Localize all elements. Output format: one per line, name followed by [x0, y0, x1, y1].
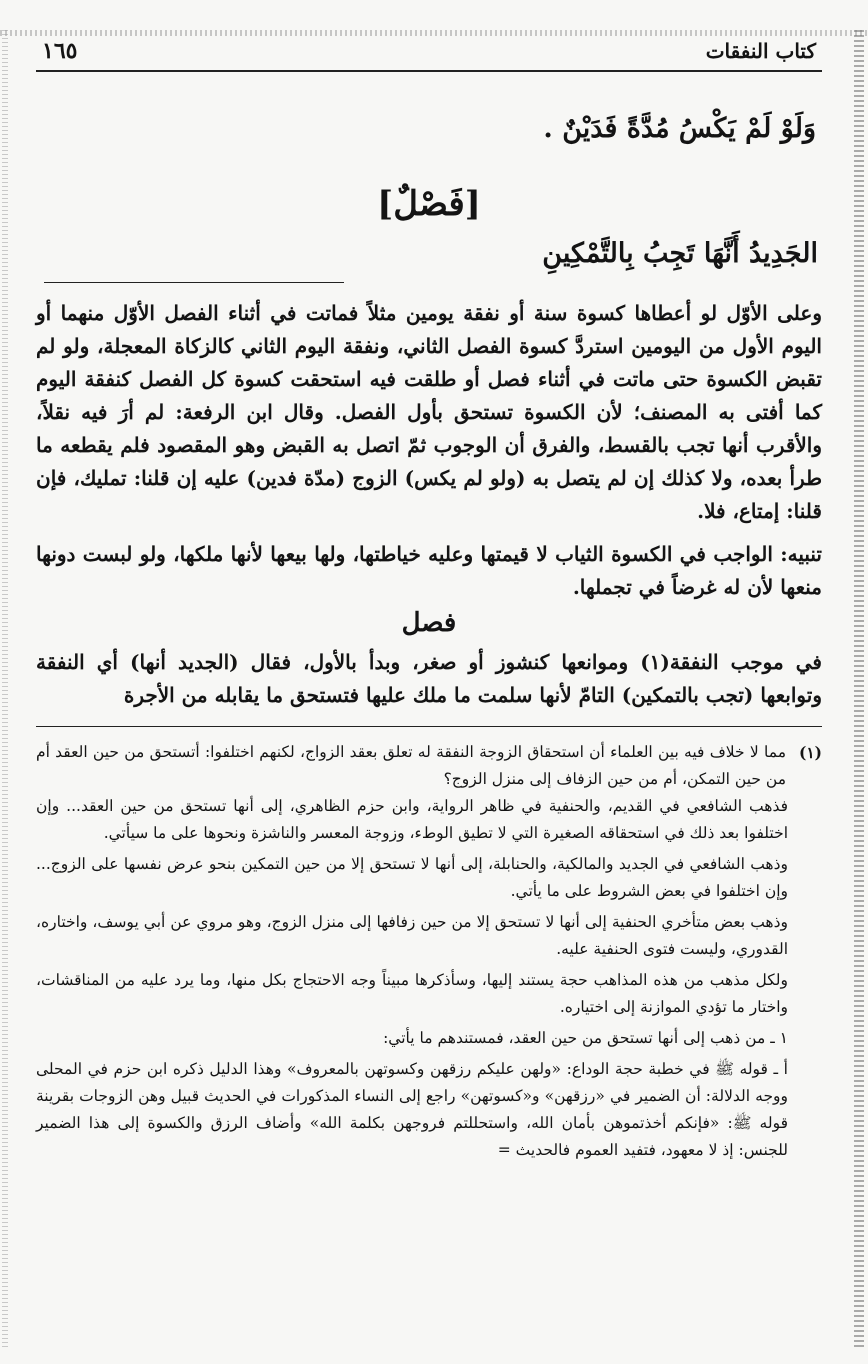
- commentary-paragraph-3: في موجب النفقة(١) وموانعها كنشوز أو صغر، وبدأ بالأول، فقال (الجديد أنها) أي النفقة وتوابعها (تجب بالتمكين) التامّ لأنها سلمت ما ملك عليها فتستحق ما يقابله من الأجرة: [36, 650, 822, 707]
- footnote-number: (١): [798, 743, 822, 762]
- chapter-title: كتاب النفقات: [705, 39, 816, 63]
- matn-verse: وَلَوْ لَمْ يَكْسُ مُدَّةً فَدَيْنٌ .: [543, 113, 816, 144]
- page-number: ١٦٥: [42, 38, 78, 64]
- book-page: [36, 38, 822, 1164]
- footnote-paragraph: وذهب بعض متأخري الحنفية إلى أنها لا تستحق إلا من حين زفافها إلى منزل الزوج، وهو مروي عن أبي يوسف، واختاره، القدوري، وليست فتوى الحنفية عليه.: [36, 913, 788, 958]
- matn-divider: [44, 282, 344, 283]
- footnote-divider: [36, 726, 822, 727]
- footnote-paragraph: أ ـ قوله ﷺ في خطبة حجة الوداع: «ولهن عليكم رزقهن وكسوتهن بالمعروف» وهذا الدليل ذكره ابن حزم في المحلى ووجه الدلالة: أن الضمير في «رزقهن» و«كسوتهن» راجع إلى النساء المذكورات في الحديث قبيل وهن الزوجات بقرينة قوله ﷺ: «فإنكم أخذتموهن بأمان الله، واستحللتم فروجهن بكلمة الله» وأضاف الرزق والكسوة إلى هذا الضمير للجنس: إذ لا معهود، فتفيد العموم فالحديث =: [36, 1060, 788, 1159]
- footnote-body: [36, 739, 786, 793]
- footnotes: [36, 739, 822, 1164]
- footnote-paragraph: ١ ـ من ذهب إلى أنها تستحق من حين العقد، فمستندهم ما يأتي:: [383, 1029, 788, 1047]
- section2-heading: فصل: [401, 608, 457, 638]
- footnote-paragraph: فذهب الشافعي في القديم، والحنفية في ظاهر الرواية، وابن حزم الظاهري، إلى أنها تستحق من حين العقد... وإن اختلفوا بعد ذلك في استحقاقه الصغيرة التي لا تطيق الوطء، وزوجة المعسر والناشزة ونحوها على ما سيأتي.: [36, 797, 788, 842]
- footnote-1: [36, 739, 822, 793]
- decorative-right-border: [854, 30, 864, 1350]
- section-subheading: الجَدِيدُ أَنَّهَا تَجِبُ بِالتَّمْكِينِ: [542, 238, 818, 269]
- running-header: [36, 38, 822, 72]
- commentary-paragraph-1: وعلى الأوّل لو أعطاها كسوة سنة أو نفقة يومين مثلاً فماتت في أثناء الفصل الأوّل منهما أو اليوم الأول من اليومين استردَّ كسوة الفصل الثاني، ونفقة اليوم الثاني كالزكاة المعجلة، ولو لم تقبض الكسوة حتى ماتت في أثناء فصل أو طلقت فيه استحقت كسوة كل الفصل كنفقة اليوم كما أفتى به المصنف؛ لأن الكسوة تستحق بأول الفصل. وقال ابن الرفعة: لم أرَ فيه نقلاً، والأقرب أنها تجب بالقسط، والفرق أن الوجوب ثمّ اتصل به القبض وهو المقصود فلم يقطعه ما طرأ بعده، ولا كذلك إن لم يتصل به (ولو لم يكس) الزوج (مدّة فدين) عليه إن قلنا: تمليك، فإن قلنا: إمتاع، فلا.: [36, 301, 822, 523]
- footnote-paragraph: وذهب الشافعي في الجديد والمالكية، والحنابلة، إلى أنها لا تستحق إلا من حين التمكين بنحو عرض نفسها على الزوج... وإن اختلفوا في بعض الشروط على ما يأتي.: [36, 855, 788, 900]
- footnote-paragraph: ولكل مذهب من هذه المذاهب حجة يستند إليها، وسأذكرها مبيناً وجه الاحتجاج بكل منها، وما يرد عليه من المناقشات، واختار ما تؤدي الموازنة إلى اختياره.: [36, 971, 788, 1016]
- scan-top-edge: [0, 30, 868, 36]
- footnote-paragraph: مما لا خلاف فيه بين العلماء أن استحقاق الزوجة النفقة له تعلق بعقد الزواج، لكنهم اختلفوا: أتستحق من حين العقد أم من حين التمكن، أم من حين الزفاف إلى منزل الزوج؟: [36, 743, 786, 788]
- section-heading: [فَصْلٌ]: [377, 184, 481, 224]
- commentary-paragraph-2: تنبيه: الواجب في الكسوة الثياب لا قيمتها وعليه خياطتها، ولها بيعها لأنها ملكها، ولو لبست دونها منعها لأن له غرضاً في تجملها.: [36, 542, 822, 599]
- decorative-left-border: [2, 30, 8, 1350]
